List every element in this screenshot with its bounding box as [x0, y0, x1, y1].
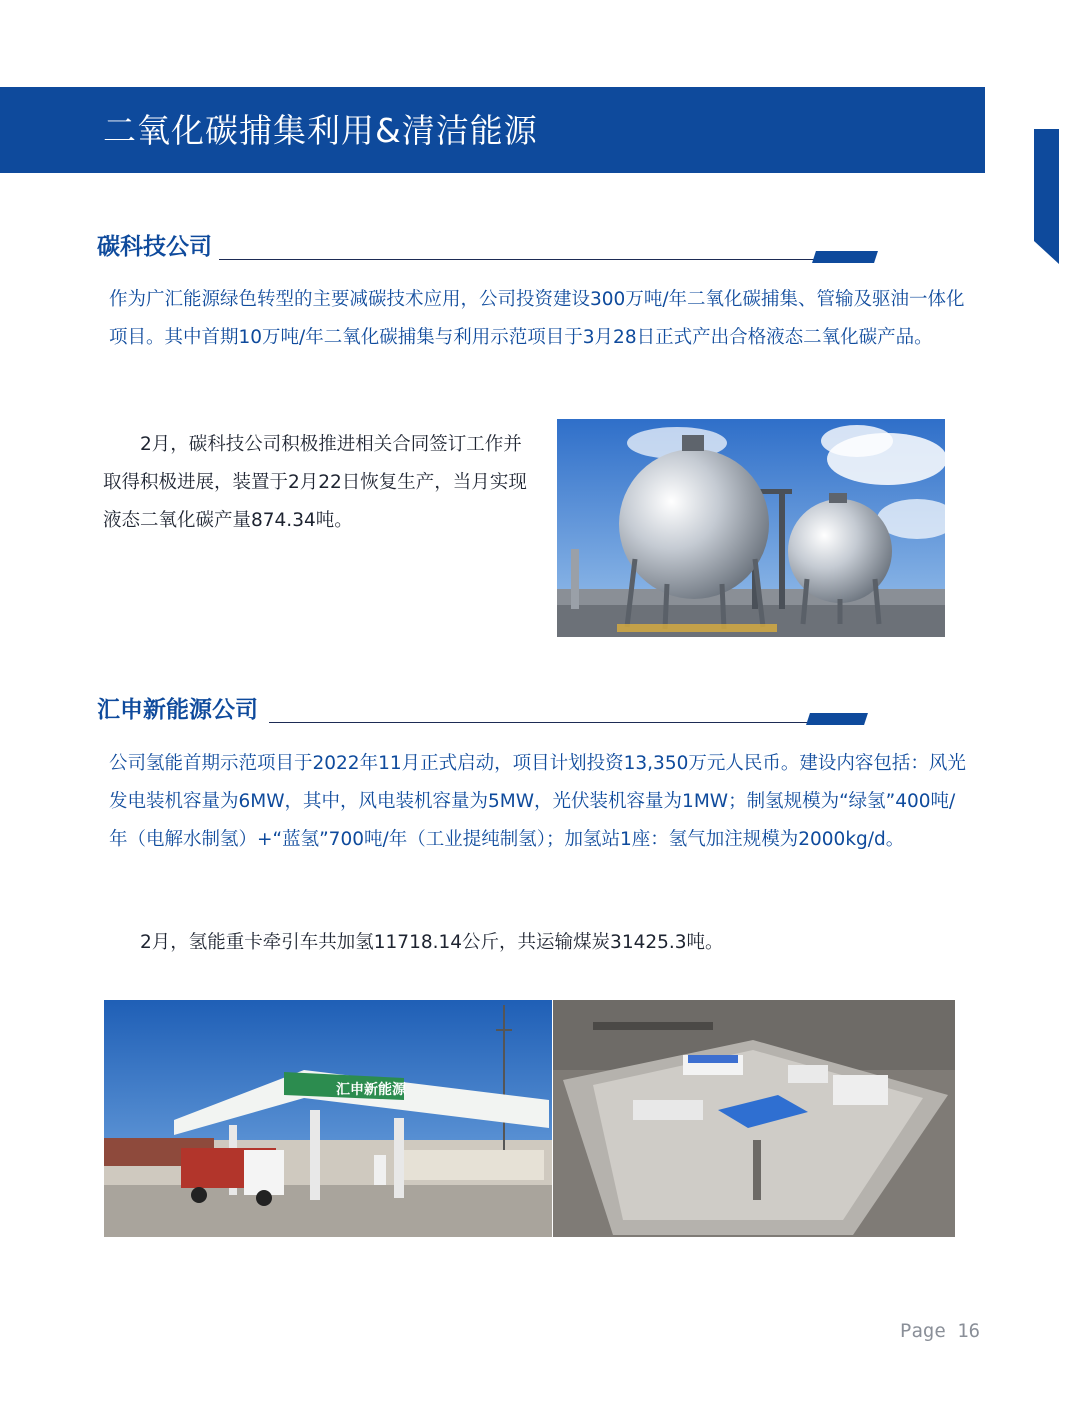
heading-rule [219, 259, 859, 260]
side-tab-decoration [1034, 129, 1080, 264]
section1-update: 2月，碳科技公司积极推进相关合同签订工作并取得积极进展，装置于2月22日恢复生产，当月实现液态二氧化碳产量874.34吨。 [103, 434, 527, 531]
section-heading-huishen [97, 695, 877, 727]
page-number: Page 16 [900, 1320, 981, 1342]
station-sign-text: 汇申新能源 [336, 1082, 406, 1098]
section1-intro: 作为广汇能源绿色转型的主要减碳技术应用，公司投资建设300万吨/年二氧化碳捕集、管输及驱油一体化项目。其中首期10万吨/年二氧化碳捕集与利用示范项目于3月28日正式产出合格液态二氧化碳产品。 [109, 289, 965, 348]
refueling-station-photo [104, 1000, 552, 1237]
section2-update: 2月，氢能重卡牵引车共加氢11718.14公斤，共运输煤炭31425.3吨。 [140, 932, 724, 953]
section2-intro: 公司氢能首期示范项目于2022年11月正式启动，项目计划投资13,350万元人民币。建设内容包括：风光发电装机容量为6MW，其中，风电装机容量为5MW，光伏装机容量为1MW；制氢规模为“绿氢”400吨/年（电解水制氢）+“蓝氢”700吨/年（工业提纯制氢）；加氢站1座：氢气加注规模为2000kg/d。 [109, 753, 966, 850]
section-heading-carbon-tech [97, 232, 887, 264]
section-title: 碳科技公司 [97, 234, 212, 260]
heading-accent-bar [806, 713, 868, 725]
aerial-site-photo [553, 1000, 955, 1237]
page-title: 二氧化碳捕集利用&清洁能源 [103, 111, 538, 150]
section-title: 汇申新能源公司 [97, 697, 258, 723]
heading-accent-bar [812, 251, 878, 263]
title-bar [0, 87, 985, 173]
spherical-tanks-photo [557, 419, 945, 637]
heading-rule [269, 722, 829, 723]
